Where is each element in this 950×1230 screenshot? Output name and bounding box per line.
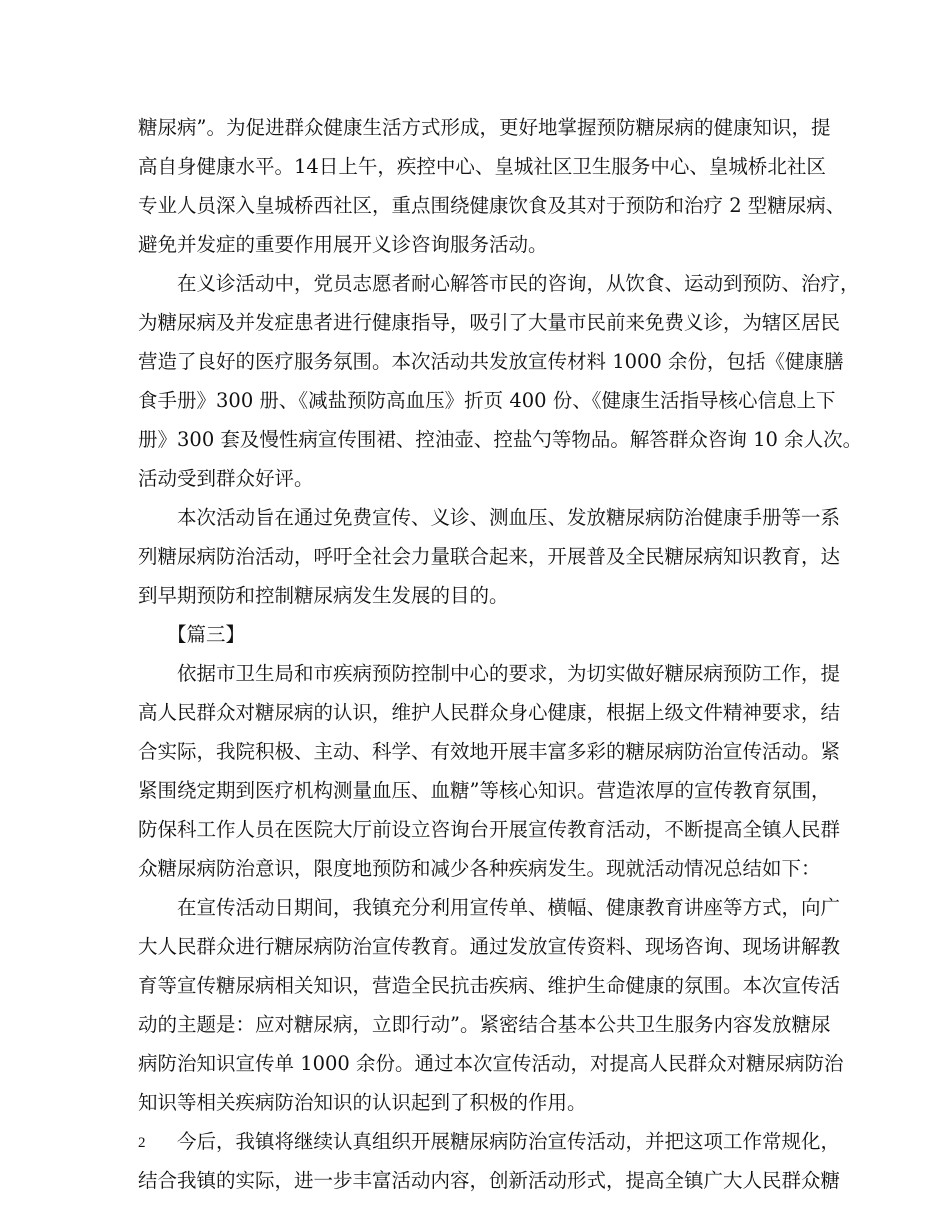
section-heading: 【篇三】: [167, 623, 246, 646]
text-line: 高人民群众对糖尿病的认识，维护人民群众身心健康，根据上级文件精神要求，结: [138, 701, 841, 724]
text-line: 避免并发症的重要作用展开义诊咨询服务活动。: [138, 233, 548, 256]
text-line: 知识等相关疾病防治知识的认识起到了积极的作用。: [138, 1091, 587, 1114]
text-line: 为糖尿病及并发症患者进行健康指导，吸引了大量市民前来免费义诊，为辖区居民: [138, 311, 841, 334]
text-line: 专业人员深入皇城桥西社区，重点围绕健康饮食及其对于预防和治疗 2 型糖尿病、: [138, 194, 846, 217]
text-line: 防保科工作人员在医院大厅前设立咨询台开展宣传教育活动，不断提高全镇人民群: [138, 818, 841, 841]
text-line: 大人民群众进行糖尿病防治宣传教育。通过发放宣传资料、现场咨询、现场讲解教: [138, 935, 841, 958]
text-line: 动的主题是：应对糖尿病，立即行动”。紧密结合基本公共卫生服务内容发放糖尿: [138, 1013, 831, 1036]
paragraph-start-line: 今后，我镇将继续认真组织开展糖尿病防治宣传活动，并把这项工作常规化，: [177, 1130, 841, 1153]
text-line: 结合我镇的实际，进一步丰富活动内容，创新活动形式，提高全镇广大人民群众糖: [138, 1169, 841, 1192]
text-line: 食手册》300 册、《减盐预防高血压》折页 400 份、《健康生活指导核心信息上下: [138, 389, 836, 412]
text-line: 高自身健康水平。14日上午，疾控中心、皇城社区卫生服务中心、皇城桥北社区: [138, 155, 826, 178]
paragraph-start-line: 本次活动旨在通过免费宣传、义诊、测血压、发放糖尿病防治健康手册等一系: [177, 506, 841, 529]
paragraph-start-line: 在宣传活动日期间，我镇充分利用宣传单、横幅、健康教育讲座等方式，向广: [177, 896, 841, 919]
text-line: 病防治知识宣传单 1000 余份。通过本次宣传活动，对提高人民群众对糖尿病防治: [138, 1052, 844, 1075]
text-line: 糖尿病”。为促进群众健康生活方式形成，更好地掌握预防糖尿病的健康知识，提: [138, 116, 831, 139]
text-line: 合实际，我院积极、主动、科学、有效地开展丰富多彩的糖尿病防治宣传活动。紧: [138, 740, 841, 763]
text-line: 众糖尿病防治意识，限度地预防和减少各种疾病发生。现就活动情况总结如下：: [138, 857, 821, 880]
text-line: 营造了良好的医疗服务氛围。本次活动共发放宣传材料 1000 余份，包括《健康膳: [138, 350, 844, 373]
text-line: 册》300 套及慢性病宣传围裙、控油壶、控盐勺等物品。解答群众咨询 10 余人次。: [138, 428, 863, 451]
paragraph-start-line: 在义诊活动中，党员志愿者耐心解答市民的咨询，从饮食、运动到预防、治疗，: [177, 272, 860, 295]
text-line: 育等宣传糖尿病相关知识，营造全民抗击疾病、维护生命健康的氛围。本次宣传活: [138, 974, 841, 997]
text-line: 列糖尿病防治活动，呼吁全社会力量联合起来，开展普及全民糖尿病知识教育，达: [138, 545, 841, 568]
text-line: 紧围绕定期到医疗机构测量血压、血糖”等核心知识。营造浓厚的宣传教育氛围，: [138, 779, 831, 802]
text-line: 活动受到群众好评。: [138, 467, 314, 490]
page-number: 2: [138, 1135, 146, 1151]
paragraph-start-line: 依据市卫生局和市疾病预防控制中心的要求，为切实做好糖尿病预防工作，提: [177, 662, 841, 685]
text-line: 到早期预防和控制糖尿病发生发展的目的。: [138, 584, 509, 607]
